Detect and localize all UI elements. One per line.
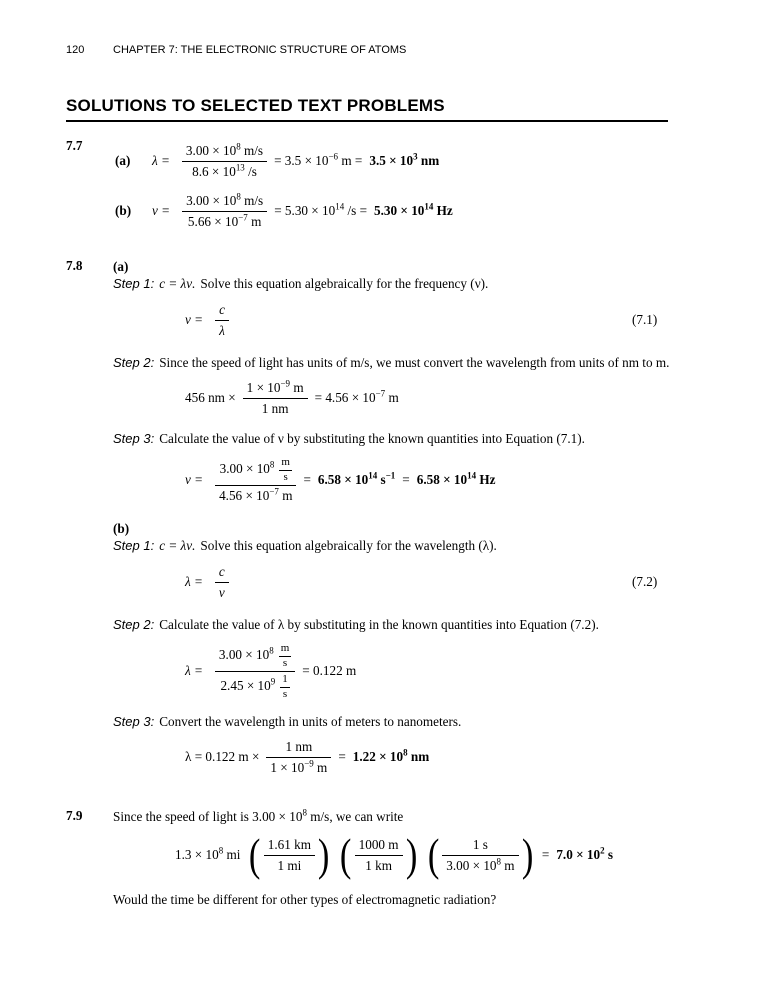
unit-bottom: s xyxy=(282,687,288,700)
denominator: $1 \times 10^{-9}$ m xyxy=(270,758,328,776)
step-math: c = λν. xyxy=(159,276,196,291)
numerator: $1 \times 10^{-9}$ m xyxy=(243,379,308,399)
equals-sign: = xyxy=(338,749,346,765)
problem-7-9 xyxy=(66,808,702,908)
equation-conversion xyxy=(185,379,702,417)
numerator: $3.00 \times 10^8$ m/s xyxy=(182,142,267,162)
equation-7-1 xyxy=(185,301,702,339)
fraction xyxy=(215,456,296,504)
fraction xyxy=(182,142,267,180)
unit-bottom: s xyxy=(283,470,288,483)
numerator xyxy=(215,456,296,486)
problem-number: 7.8 xyxy=(66,258,83,273)
equals-sign: = xyxy=(303,472,311,488)
equation-lhs: λ = xyxy=(185,663,203,679)
paren-factor-1: ( $\frac{1.61 km}{1 mi}$ ) xyxy=(249,829,330,881)
equation-7-2 xyxy=(185,563,702,601)
step-3b-line xyxy=(113,713,702,730)
intro-text: Since the speed of light is $3.00 \times 10^8$ m/s, we can write xyxy=(113,807,404,825)
section-title: SOLUTIONS TO SELECTED TEXT PROBLEMS xyxy=(66,96,668,122)
fraction xyxy=(243,379,308,417)
numerator xyxy=(215,642,295,672)
denominator: $3.00 \times 10^8$ m xyxy=(446,856,515,874)
equation-pre: $1.3 \times 10^8$ mi xyxy=(175,845,241,863)
equation-lhs: ν = xyxy=(185,472,204,488)
unit-fraction xyxy=(279,457,292,483)
denominator-coef: $2.45 \times 10^9$ xyxy=(220,676,276,694)
equation-frequency xyxy=(185,456,702,504)
step-text: Solve this equation algebraically for the frequency (ν). xyxy=(200,276,489,291)
equals-sign: = xyxy=(541,847,550,863)
step-label: Step 1: xyxy=(113,276,155,291)
denominator xyxy=(215,672,295,700)
equals-sign: = xyxy=(402,472,410,488)
step-3a-line xyxy=(113,430,702,447)
equation-result: $6.58 \times 10^{14}$ $s^{-1}$ xyxy=(317,470,396,488)
step-text: Calculate the value of λ by substituting in the known quantities into Equation (7.2). xyxy=(159,617,599,633)
equation-wavelength xyxy=(185,642,702,700)
denominator: $4.56 \times 10^{-7}$ m xyxy=(219,486,293,504)
equation-lhs: ν = xyxy=(185,312,204,327)
part-label-a: (a) xyxy=(115,153,131,168)
equation-post: = $4.56 \times 10^{-7}$ m xyxy=(314,388,399,405)
denominator: 1 mi xyxy=(277,858,302,874)
equation-lhs: λ = xyxy=(152,153,170,168)
step-text: Since the speed of light has units of m/s, we must convert the wavelength from units of nm to m. xyxy=(159,355,670,370)
step-label: Step 1: xyxy=(113,538,155,554)
unit-top: m xyxy=(279,643,292,657)
step-2a-line xyxy=(113,354,702,371)
page-number: 120 xyxy=(66,44,85,56)
numerator: 1.61 km xyxy=(264,836,315,856)
step-label: Step 2: xyxy=(113,617,155,633)
step-math: c = λν. xyxy=(159,538,196,554)
part-label-b: (b) xyxy=(113,521,130,537)
numerator-coef: $3.00 \times 10^8$ xyxy=(218,645,274,663)
fraction xyxy=(215,642,295,700)
denominator: ν xyxy=(218,585,225,601)
fraction xyxy=(215,301,234,339)
step-label: Step 3: xyxy=(113,714,155,730)
equation-time xyxy=(175,829,702,881)
page-header xyxy=(66,44,702,56)
step-label: Step 3: xyxy=(113,431,155,446)
fraction xyxy=(182,192,267,230)
step-text: Solve this equation algebraically for the wavelength (λ). xyxy=(200,538,497,554)
equation-nm-conversion xyxy=(185,738,702,776)
equation-pre: 456 nm × xyxy=(185,390,236,405)
equation-result: $5.30 \times 10^{14}$ Hz xyxy=(374,201,453,218)
equation-lhs: λ = xyxy=(185,574,203,590)
equation-mid: = $3.5 \times 10^{-6}$ m = xyxy=(274,151,363,168)
problem-body xyxy=(115,138,702,234)
denominator: 1 nm xyxy=(261,401,289,416)
problem-7-7 xyxy=(66,138,702,234)
equation-result: $6.58 \times 10^{14}$ Hz xyxy=(416,470,496,488)
unit-top: m xyxy=(279,457,292,471)
denominator: 1 km xyxy=(365,858,392,874)
step-text: Calculate the value of ν by substituting the known quantities into Equation (7.1). xyxy=(159,431,585,446)
problem-number: 7.9 xyxy=(66,808,83,824)
problem-body xyxy=(113,808,702,908)
problem-body xyxy=(113,258,702,784)
step-2b-line xyxy=(113,616,702,633)
equation-pre: λ = 0.122 m × xyxy=(185,749,260,765)
part-label-b: (b) xyxy=(115,203,132,218)
equation-result: $7.0 \times 10^2$ s xyxy=(556,845,614,863)
unit-fraction xyxy=(280,674,290,700)
equation-tag: (7.1) xyxy=(632,312,658,327)
equation-tag: (7.2) xyxy=(632,574,658,590)
numerator: c xyxy=(215,301,229,321)
numerator: 1 nm xyxy=(266,738,331,758)
equation-77b xyxy=(115,188,702,234)
problem-number: 7.7 xyxy=(66,138,83,153)
question-text: Would the time be different for other types of electromagnetic radiation? xyxy=(113,892,497,908)
numerator-coef: $3.00 \times 10^8$ xyxy=(219,459,275,477)
denominator: λ xyxy=(219,323,225,338)
denominator: $8.6 \times 10^{13}$ /s xyxy=(192,162,257,179)
fraction xyxy=(266,738,331,776)
unit-top: 1 xyxy=(280,674,290,688)
equation-77a xyxy=(115,138,702,184)
numerator: 1 s xyxy=(442,836,518,856)
fraction xyxy=(442,836,518,874)
equation-result: $3.5 \times 10^3$ nm xyxy=(369,151,440,168)
paren-factor-3: ( $\frac{1 s}{3.00 \times 10^8 m}$ ) xyxy=(427,829,533,881)
numerator: 1000 m xyxy=(355,836,403,856)
step-text: Convert the wavelength in units of meters to nanometers. xyxy=(159,714,462,730)
equation-post: = 0.122 m xyxy=(302,663,357,679)
equation-mid: = $5.30 \times 10^{14}$ /s = xyxy=(274,201,368,218)
unit-fraction xyxy=(279,643,292,669)
chapter-header: CHAPTER 7: THE ELECTRONIC STRUCTURE OF ATOMS xyxy=(113,44,407,56)
part-label-a: (a) xyxy=(113,259,129,274)
equation-lhs: ν = xyxy=(152,203,171,218)
paren-factor-2: ( $\frac{1000 m}{1 km}$ ) xyxy=(340,829,417,881)
problem-7-8 xyxy=(66,258,702,784)
denominator: $5.66 \times 10^{-7}$ m xyxy=(187,212,262,229)
numerator: c xyxy=(215,563,229,583)
step-1a-line xyxy=(113,275,702,292)
fraction xyxy=(264,836,315,874)
numerator: $3.00 \times 10^8$ m/s xyxy=(182,192,267,212)
unit-bottom: s xyxy=(282,656,288,669)
equation-result: $1.22 \times 10^8$ nm xyxy=(352,747,430,765)
fraction xyxy=(355,836,403,874)
step-label: Step 2: xyxy=(113,355,155,370)
fraction xyxy=(215,563,234,601)
step-1b-line xyxy=(113,537,702,554)
